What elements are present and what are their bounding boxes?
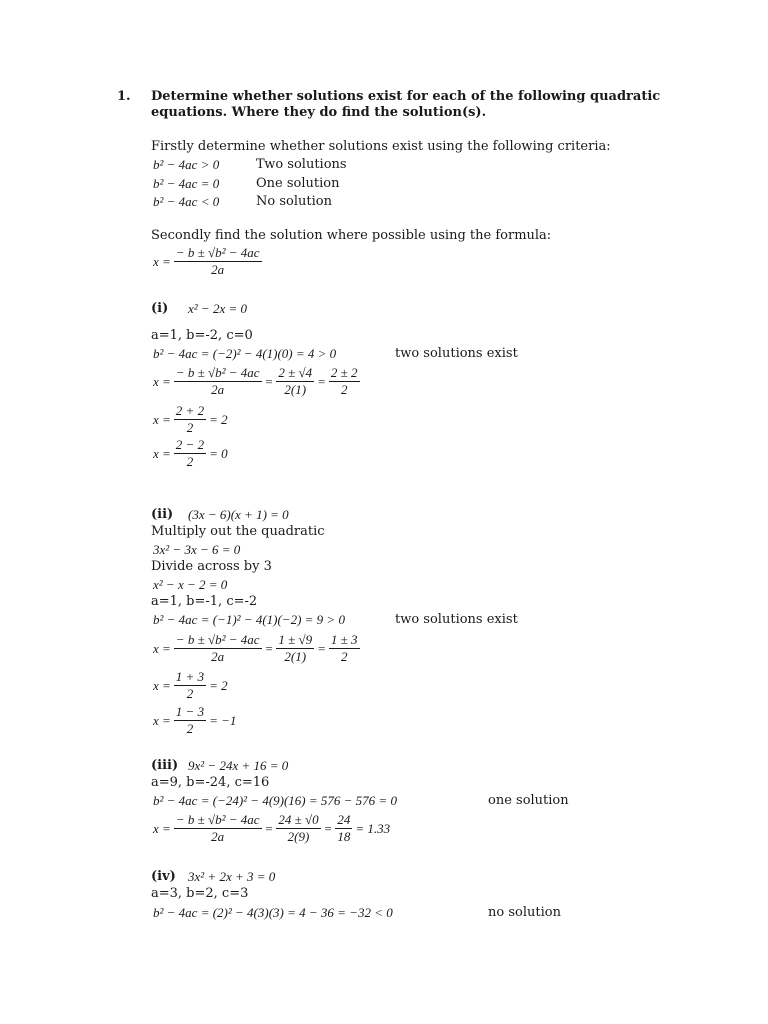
part-ii-step2: Divide across by 3 [151,559,272,574]
part-iii-solution: x = $\frac{\text{− b ± √b² − 4ac}}{2a}$ = $\frac{24 \pm √0}{2(9)}$ = $\frac{24}{18}$ = 1.33 [153,812,391,844]
part-ii-sol-b: 1 ± 3 [330,632,358,647]
formula-numerator: − b ± √b² − 4ac [175,812,260,827]
formula-numerator: − b ± √b² − 4ac [175,365,260,380]
part-iv-discriminant: b² − 4ac = (2)² − 4(3)(3) = 4 − 36 = −32 < 0 [153,905,393,920]
part-ii-solution: x = $\frac{\text{− b ± √b² − 4ac}}{2a}$ = $\frac{1 \pm √9}{2(1)}$ = $\frac{1 \pm 3}{2}$ [153,632,358,664]
part-iv-label: (iv) [151,869,176,884]
part-ii-verdict: two solutions exist [395,612,518,627]
criteria-label-3: No solution [256,194,332,209]
part-ii-root-1: x = $\frac{1 + 3}{2}$ = 2 [153,669,228,701]
formula-numerator: − b ± √b² − 4ac [175,632,260,647]
criteria-expr-2: b² − 4ac = 0 [153,176,220,191]
part-iii-verdict: one solution [488,793,569,808]
part-i-sol-b: 2 ± 2 [330,365,358,380]
part-i-label: (i) [151,301,169,316]
part-iv-verdict: no solution [488,905,561,920]
part-iv-equation: 3x² + 2x + 3 = 0 [188,869,276,884]
part-ii-step2-eq: x² − x − 2 = 0 [153,577,228,592]
part-i-root-2: x = $\frac{2 - 2}{2}$ = 0 [153,437,228,469]
part-i-equation: x² − 2x = 0 [188,301,247,316]
part-iv-coeffs: a=3, b=2, c=3 [151,886,249,901]
part-i-coeffs: a=1, b=-2, c=0 [151,328,253,343]
part-ii-step1: Multiply out the quadratic [151,524,325,539]
part-ii-label: (ii) [151,507,174,522]
part-iii-value: = 1.33 [355,820,391,836]
formula-lhs: x = [153,253,171,269]
question-number: 1. [117,89,131,104]
part-ii-coeffs: a=1, b=-1, c=-2 [151,594,258,609]
part-ii-discriminant: b² − 4ac = (−1)² − 4(1)(−2) = 9 > 0 [153,612,345,627]
part-ii-sol-a: 1 ± √9 [278,632,313,647]
part-i-solution: x = $\frac{\text{− b ± √b² − 4ac}}{2a}$ = $\frac{2 \pm √4}{2(1)}$ = $\frac{2 \pm 2}{2}$ [153,365,358,397]
part-iii-sol-b: 24 [337,812,351,827]
criteria-expr-1: b² − 4ac > 0 [153,157,220,172]
part-ii-root-2: x = $\frac{1 - 3}{2}$ = −1 [153,704,237,736]
part-iii-sol-a: 24 ± √0 [278,812,319,827]
formula-numerator: − b ± √b² − 4ac [175,245,260,260]
criteria-label-2: One solution [256,176,340,191]
question-title-line1: Determine whether solutions exist for each of the following quadratic [151,89,661,104]
part-i-discriminant: b² − 4ac = (−2)² − 4(1)(0) = 4 > 0 [153,346,337,361]
part-i-root-1: x = $\frac{2 + 2}{2}$ = 2 [153,403,228,435]
formula-intro: Secondly find the solution where possible using the formula: [151,228,552,243]
part-ii-step1-eq: 3x² − 3x − 6 = 0 [153,542,241,557]
part-iii-equation: 9x² − 24x + 16 = 0 [188,758,289,773]
criteria-intro: Firstly determine whether solutions exist using the following criteria: [151,139,611,154]
criteria-label-1: Two solutions [256,157,347,172]
part-iii-label: (iii) [151,758,179,773]
criteria-expr-3: b² − 4ac < 0 [153,194,220,209]
part-iii-discriminant: b² − 4ac = (−24)² − 4(9)(16) = 576 − 576 = 0 [153,793,397,808]
part-iii-coeffs: a=9, b=-24, c=16 [151,775,270,790]
quadratic-formula [153,246,262,277]
formula-denominator: 2a [211,262,225,277]
question-title-line2: equations. Where they do find the solution(s). [151,105,487,120]
part-ii-equation: (3x − 6)(x + 1) = 0 [188,507,289,522]
part-i-verdict: two solutions exist [395,346,518,361]
part-i-sol-a: 2 ± √4 [278,365,313,380]
